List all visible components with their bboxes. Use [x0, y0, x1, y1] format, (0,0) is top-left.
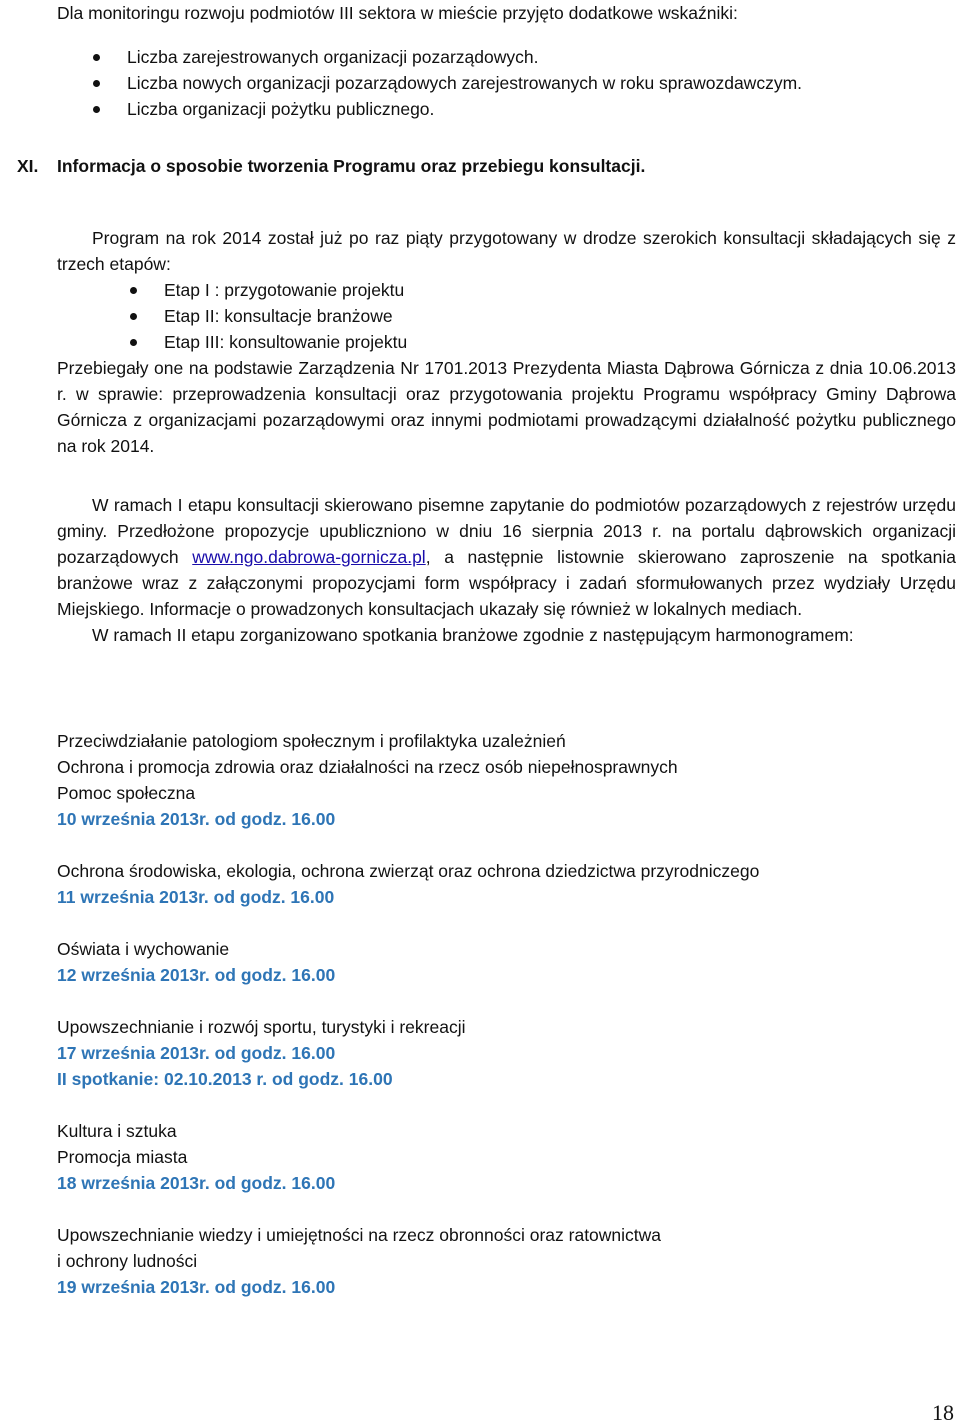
- schedule-group: [57, 1014, 956, 1092]
- stages-list: [57, 277, 956, 355]
- schedule-date: 12 września 2013r. od godz. 16.00: [57, 965, 336, 985]
- schedule-group: [57, 728, 956, 832]
- schedule-topic: Ochrona i promocja zdrowia oraz działalności na rzecz osób niepełnosprawnych: [57, 757, 678, 777]
- schedule-topic: Oświata i wychowanie: [57, 939, 230, 959]
- program-block: [57, 225, 956, 459]
- schedule: [57, 728, 956, 1300]
- etap1-text-a: W ramach I etapu konsultacji skierowano pisemne zapytanie do podmiotów pozarządowych z rejestrów urzędu gminy. Przedłożone propozycje upubliczniono w dniu 16 sierpnia 2013 r. na portalu dąbrowskich organizacji pozarządowych: [57, 495, 956, 567]
- section-heading: XI. Informacja o sposobie tworzenia Programu oraz przebiegu konsultacji.: [17, 156, 646, 176]
- schedule-date: 19 września 2013r. od godz. 16.00: [57, 1277, 336, 1297]
- indicators-list: [127, 44, 802, 122]
- etap1-paragraph: [57, 492, 956, 622]
- schedule-topic: Promocja miasta: [57, 1147, 188, 1167]
- consultation-stages-block: [57, 492, 956, 648]
- schedule-gap: [57, 910, 956, 936]
- page-number: 18: [932, 1400, 954, 1425]
- schedule-gap: [57, 988, 956, 1014]
- list-item: Liczba nowych organizacji pozarządowych zarejestrowanych w roku sprawozdawczym.: [127, 70, 802, 96]
- program-basis: Przebiegały one na podstawie Zarządzenia Nr 1701.2013 Prezydenta Miasta Dąbrowa Górnicza z dnia 10.06.2013 r. w sprawie: przeprowadzenia konsultacji oraz przygotowania projektu Programu współpracy Gminy Dąbrowa Górnicza z organizacjami pozarządowymi oraz innymi podmiotami prowadzącymi działalność pożytku publicznego na rok 2014.: [57, 358, 956, 456]
- schedule-topic: Pomoc społeczna: [57, 783, 196, 803]
- list-item: Etap II: konsultacje branżowe: [164, 303, 956, 329]
- schedule-topic: i ochrony ludności: [57, 1251, 198, 1271]
- program-intro: Program na rok 2014 został już po raz piąty przygotowany w drodze szerokich konsultacji składających się z trzech etapów:: [57, 228, 956, 274]
- schedule-date: 10 września 2013r. od godz. 16.00: [57, 809, 336, 829]
- schedule-date: II spotkanie: 02.10.2013 r. od godz. 16.00: [57, 1069, 393, 1089]
- schedule-date: 11 września 2013r. od godz. 16.00: [57, 887, 335, 907]
- schedule-topic: Kultura i sztuka: [57, 1121, 177, 1141]
- schedule-topic: Ochrona środowiska, ekologia, ochrona zwierząt oraz ochrona dziedzictwa przyrodniczego: [57, 861, 760, 881]
- schedule-group: [57, 936, 956, 988]
- etap1-text-b: , a następnie listownie skierowano zaproszenie na spotkania branżowe wraz z załączonymi propozycjami form współpracy i zadań sformułowanych przez wydziały Urzędu Miejskiego. Informacje o prowadzonych konsultacjach ukazały się również w lokalnych mediach.: [57, 547, 956, 619]
- list-item: Liczba zarejestrowanych organizacji pozarządowych.: [127, 44, 802, 70]
- etap2-paragraph: W ramach II etapu zorganizowano spotkania branżowe zgodnie z następującym harmonogramem:: [92, 625, 854, 645]
- schedule-gap: [57, 1196, 956, 1222]
- schedule-gap: [57, 1092, 956, 1118]
- schedule-gap: [57, 832, 956, 858]
- schedule-topic: Upowszechnianie i rozwój sportu, turystyki i rekreacji: [57, 1017, 466, 1037]
- list-item: Etap III: konsultowanie projektu: [164, 329, 956, 355]
- schedule-group: [57, 1118, 956, 1196]
- schedule-topic: Upowszechnianie wiedzy i umiejętności na rzecz obronności oraz ratownictwa: [57, 1225, 662, 1245]
- schedule-group: [57, 1222, 956, 1300]
- schedule-topic: Przeciwdziałanie patologiom społecznym i profilaktyka uzależnień: [57, 731, 566, 751]
- schedule-group: [57, 858, 956, 910]
- schedule-date: 17 września 2013r. od godz. 16.00: [57, 1043, 336, 1063]
- ngo-portal-link[interactable]: www.ngo.dabrowa-gornicza.pl: [192, 547, 426, 567]
- schedule-date: 18 września 2013r. od godz. 16.00: [57, 1173, 336, 1193]
- list-item: Liczba organizacji pożytku publicznego.: [127, 96, 802, 122]
- section-title: Informacja o sposobie tworzenia Programu oraz przebiegu konsultacji.: [57, 156, 646, 176]
- list-item: Etap I : przygotowanie projektu: [164, 277, 956, 303]
- intro-text: Dla monitoringu rozwoju podmiotów III sektora w mieście przyjęto dodatkowe wskaźniki:: [57, 3, 738, 23]
